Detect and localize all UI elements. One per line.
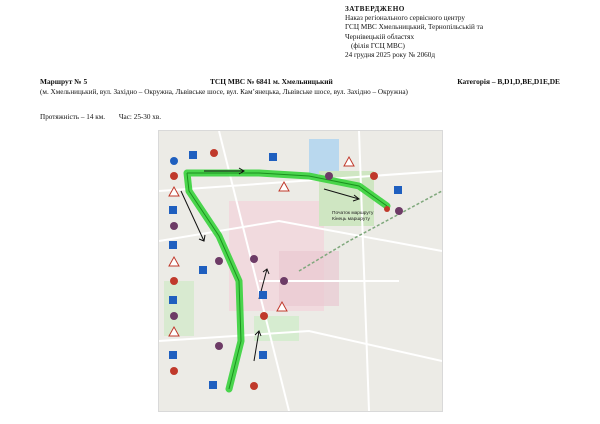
approval-title: ЗАТВЕРДЖЕНО	[345, 5, 405, 13]
route-time: Час: 25-30 хв.	[118, 113, 162, 121]
service-center: ТСЦ МВС № 6841 м. Хмельницький	[210, 77, 333, 86]
route-description: (м. Хмельницький, вул. Західно – Окружна, Львівське шосе, вул. Кам’янецька, Львівське шосе, вул. Західно – Окружна)	[40, 88, 408, 96]
approval-line-1: Наказ регіонального сервісного центру	[345, 14, 465, 23]
start-end-label: Початок маршруту Кінець маршруту	[332, 211, 374, 222]
route-length: Протяжність – 14 км.	[40, 113, 106, 121]
route-map	[158, 130, 443, 412]
route-params	[40, 113, 161, 121]
approval-line-4: (філія ГСЦ МВС)	[351, 41, 405, 50]
route-number: Маршрут № 5	[40, 77, 88, 86]
approval-block	[345, 5, 595, 60]
map-canvas	[159, 131, 442, 411]
approval-line-3: Чернівецькій областях	[345, 32, 415, 41]
approval-line-2: ГСЦ МВС Хмельницький, Тернопільській та	[345, 23, 484, 32]
approval-line-5: 24 грудня 2025 року № 2060д	[345, 51, 436, 60]
license-category: Категорія – B,D1,D,BE,D1E,DE	[457, 77, 560, 86]
